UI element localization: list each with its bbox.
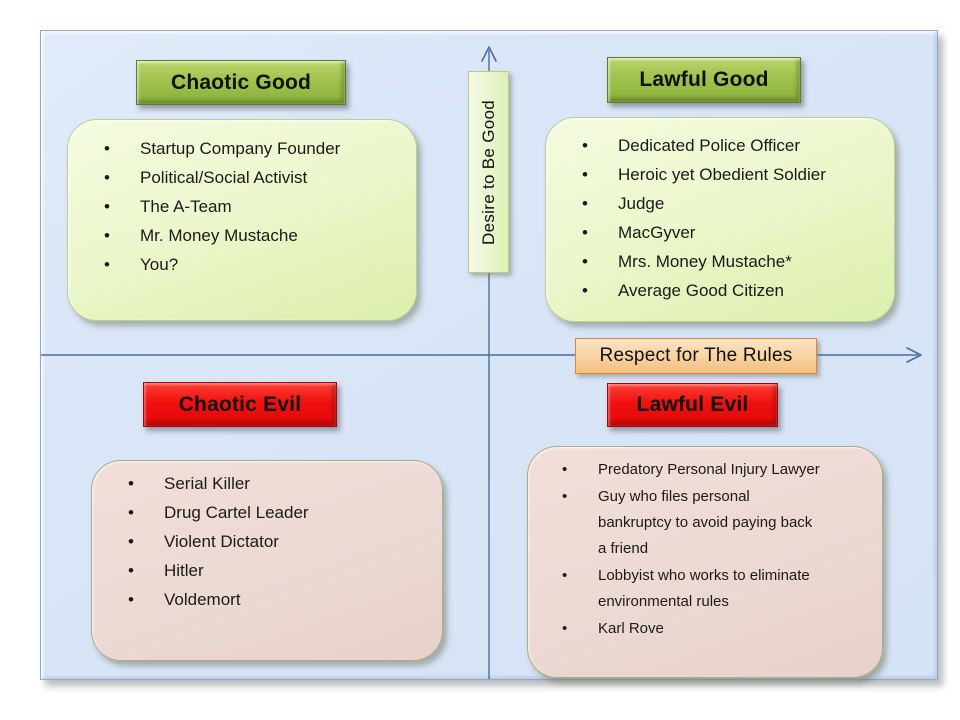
list-item-text: Judge — [618, 194, 665, 213]
bullet-icon: • — [562, 567, 568, 584]
list-item-text: Heroic yet Obedient Soldier — [618, 165, 826, 184]
y-axis-label — [468, 71, 509, 273]
list-item — [562, 563, 868, 615]
list-item — [562, 457, 868, 483]
list-item-text: You? — [140, 255, 179, 274]
bullet-icon: • — [104, 168, 110, 187]
list-item — [128, 469, 424, 498]
list-item — [104, 134, 398, 163]
bullet-icon: • — [582, 252, 588, 271]
alignment-list-chaotic-good — [67, 119, 417, 321]
quadrant-title-lawful-evil: Lawful Evil — [607, 383, 778, 427]
list-item — [128, 498, 424, 527]
list-item-text: Guy who files personal bankruptcy to avoid paying back a friend — [598, 488, 813, 557]
alignment-list-lawful-evil — [527, 446, 883, 678]
list-item-text: Dedicated Police Officer — [618, 136, 801, 155]
bullet-icon: • — [582, 194, 588, 213]
bullet-icon: • — [582, 165, 588, 184]
bullet-icon: • — [128, 590, 134, 609]
list-item — [582, 189, 880, 218]
bullet-icon: • — [582, 281, 588, 300]
item-list — [128, 469, 424, 614]
list-item — [104, 221, 398, 250]
list-item — [128, 527, 424, 556]
list-item-text: Serial Killer — [164, 474, 250, 493]
bullet-icon: • — [128, 532, 134, 551]
bullet-icon: • — [562, 488, 568, 505]
bullet-icon: • — [562, 620, 568, 637]
list-item-text: Karl Rove — [598, 620, 664, 637]
bullet-icon: • — [128, 561, 134, 580]
x-axis-label — [575, 338, 817, 374]
list-item — [582, 276, 880, 305]
bullet-icon: • — [562, 461, 568, 478]
list-item-text: The A-Team — [140, 197, 232, 216]
list-item-text: Drug Cartel Leader — [164, 503, 309, 522]
quadrant-title-chaotic-evil: Chaotic Evil — [143, 382, 337, 427]
y-axis-label-text: Desire to Be Good — [478, 99, 498, 245]
quadrant-title-chaotic-good: Chaotic Good — [136, 60, 346, 105]
list-item — [104, 192, 398, 221]
bullet-icon: • — [104, 139, 110, 158]
list-item — [104, 250, 398, 279]
item-list — [104, 134, 398, 279]
list-item — [582, 131, 880, 160]
bullet-icon: • — [128, 503, 134, 522]
list-item — [582, 218, 880, 247]
list-item-text: Predatory Personal Injury Lawyer — [598, 461, 820, 478]
item-list — [562, 457, 868, 642]
bullet-icon: • — [128, 474, 134, 493]
alignment-list-lawful-good — [545, 117, 895, 322]
list-item — [562, 616, 868, 642]
bullet-icon: • — [104, 255, 110, 274]
bullet-icon: • — [104, 226, 110, 245]
quadrant-title-lawful-good: Lawful Good — [607, 57, 801, 103]
list-item-text: Average Good Citizen — [618, 281, 785, 300]
list-item-text: Political/Social Activist — [140, 168, 308, 187]
list-item-text: Lobbyist who works to eliminate environmental rules — [598, 567, 810, 610]
bullet-icon: • — [104, 197, 110, 216]
bullet-icon: • — [582, 223, 588, 242]
list-item — [128, 556, 424, 585]
list-item — [582, 247, 880, 276]
list-item-text: MacGyver — [618, 223, 696, 242]
list-item — [582, 160, 880, 189]
alignment-list-chaotic-evil — [91, 460, 443, 661]
list-item-text: Mr. Money Mustache — [140, 226, 298, 245]
list-item-text: Voldemort — [164, 590, 241, 609]
x-axis-label-text: Respect for The Rules — [599, 345, 793, 366]
list-item — [128, 585, 424, 614]
list-item-text: Startup Company Founder — [140, 139, 341, 158]
list-item — [104, 163, 398, 192]
list-item-text: Hitler — [164, 561, 204, 580]
item-list — [582, 131, 880, 305]
list-item-text: Mrs. Money Mustache* — [618, 252, 792, 271]
bullet-icon: • — [582, 136, 588, 155]
list-item-text: Violent Dictator — [164, 532, 279, 551]
list-item — [562, 484, 868, 562]
